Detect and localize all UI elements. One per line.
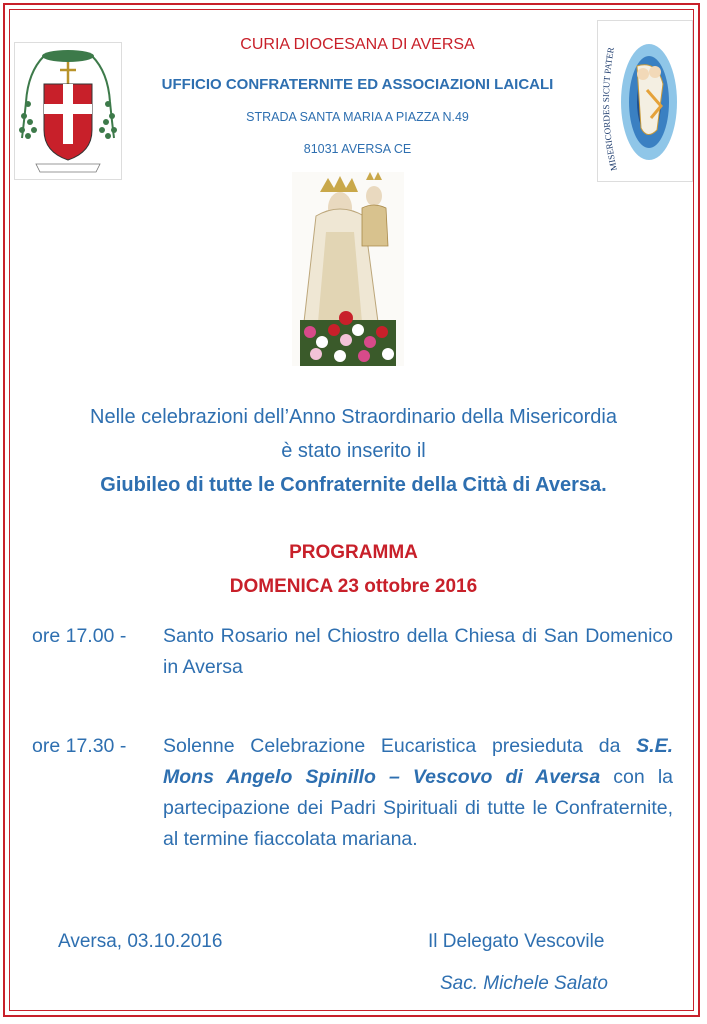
header-postcode: 81031 AVERSA CE <box>303 142 412 156</box>
jubilee-logo-text: MISERICORDES SICUT PATER <box>600 46 619 172</box>
header-office: UFFICIO CONFRATERNITE ED ASSOCIAZIONI LAICALI <box>161 76 554 93</box>
intro-line-2: è stato inserito il <box>281 440 426 462</box>
programme-item-2-text-after: con la partecipazione dei Padri Spirituali di tutte le Confraternite, al termine fiaccolata mariana. <box>163 766 674 850</box>
programme-item-2-time: ore 17.30 - <box>32 735 127 757</box>
programme-item-2-celebrant: S.E. Mons Angelo Spinillo – Vescovo di Aversa <box>163 735 674 788</box>
intro-line-3: Giubileo di tutte le Confraternite della Città di Aversa. <box>100 474 607 496</box>
programme-title: PROGRAMMA <box>289 542 418 563</box>
madonna-statue-photo <box>292 172 404 366</box>
programme-item-2-text-before: Solenne Celebrazione Eucaristica presieduta da <box>163 735 621 757</box>
delegate-title: Il Delegato Vescovile <box>428 931 605 952</box>
delegate-signature-name: Sac. Michele Salato <box>440 973 608 994</box>
intro-line-1: Nelle celebrazioni dell’Anno Straordinario della Misericordia <box>90 406 617 428</box>
jubilee-of-mercy-logo-icon <box>597 20 693 182</box>
place-and-date: Aversa, 03.10.2016 <box>58 931 223 952</box>
header-address: STRADA SANTA MARIA A PIAZZA N.49 <box>246 110 469 124</box>
header-curia: CURIA DIOCESANA DI AVERSA <box>240 36 475 53</box>
programme-item-1-time: ore 17.00 - <box>32 625 127 647</box>
programme-date: DOMENICA 23 ottobre 2016 <box>229 576 478 597</box>
programme-item-2-description <box>163 731 673 855</box>
programme-item-1-text: Santo Rosario nel Chiostro della Chiesa di San Domenico in Aversa <box>163 625 673 678</box>
bishop-coat-of-arms-icon <box>14 42 122 180</box>
